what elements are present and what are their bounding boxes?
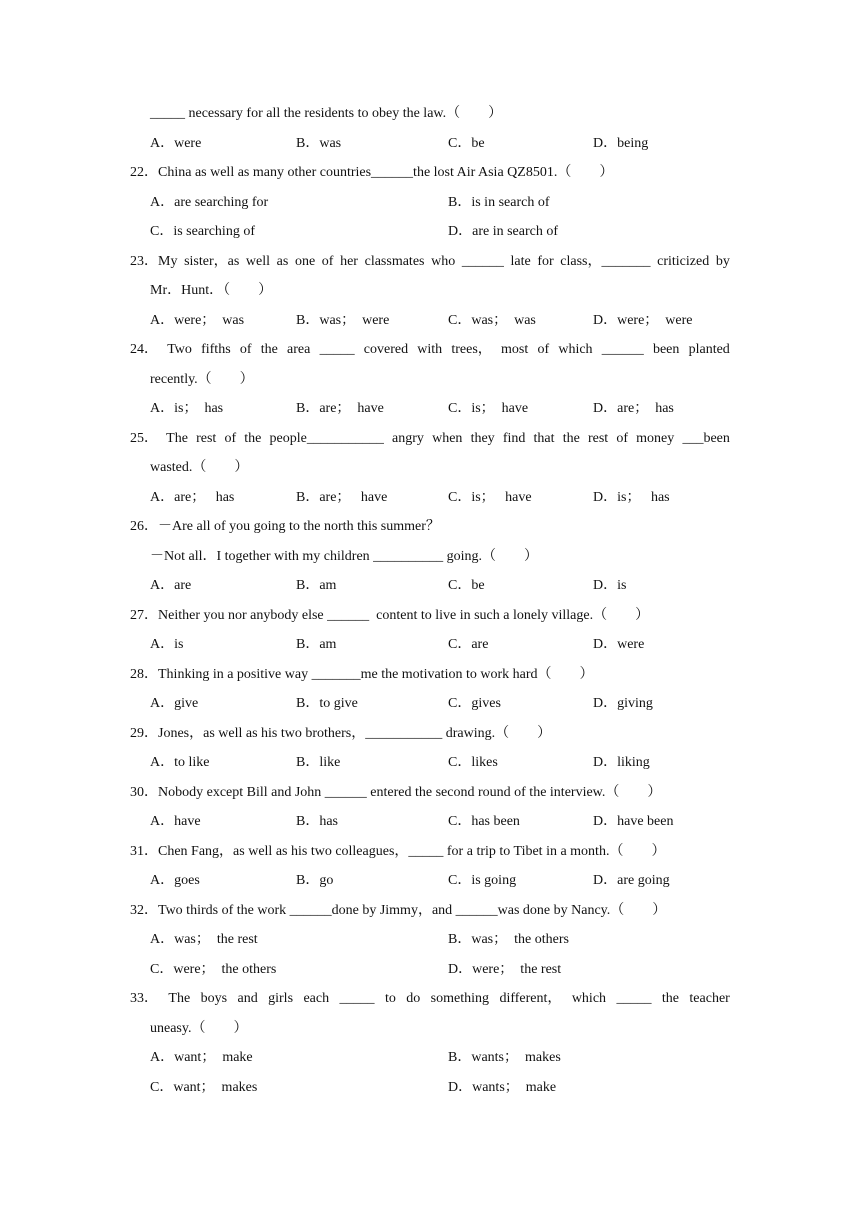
question-26-stem-cont: －Not all．I together with my children __________ going.（ ） bbox=[150, 549, 539, 564]
q23-option-a: A．were； was bbox=[150, 313, 245, 328]
q27-option-b: B．am bbox=[296, 637, 337, 652]
q27-option-d: D．were bbox=[593, 637, 645, 652]
question-24-stem bbox=[130, 341, 730, 359]
q28-option-b: B．to give bbox=[296, 696, 358, 711]
word: the bbox=[562, 431, 580, 446]
q27-option-c: C．are bbox=[448, 637, 489, 652]
q22-option-b: B．is in search of bbox=[448, 195, 550, 210]
word: find bbox=[502, 431, 526, 446]
word: who bbox=[431, 254, 456, 269]
q32-option-d: D．were； the rest bbox=[448, 962, 562, 977]
word: most bbox=[501, 342, 529, 357]
q25-option-a: A．are； has bbox=[150, 490, 235, 505]
word: her bbox=[340, 254, 358, 269]
word: for bbox=[537, 254, 554, 269]
word: criticized bbox=[657, 254, 710, 269]
word: by bbox=[715, 254, 730, 269]
word: well bbox=[245, 254, 271, 269]
q21-option-a: A．were bbox=[150, 136, 202, 151]
question-22-stem: 22．China as well as many other countries______the lost Air Asia QZ8501.（ ） bbox=[130, 165, 614, 180]
q24-option-c: C．is； have bbox=[448, 401, 529, 416]
word: do bbox=[406, 991, 421, 1006]
word: area bbox=[287, 342, 311, 357]
question-25-stem-cont: wasted.（ ） bbox=[150, 460, 249, 475]
answer-blank: people___________ bbox=[269, 431, 384, 446]
word: The bbox=[168, 991, 191, 1006]
answer-blank: _____ bbox=[339, 991, 375, 1006]
question-25-stem bbox=[130, 430, 730, 448]
q31-option-c: C．is going bbox=[448, 873, 517, 888]
q21-option-b: B．was bbox=[296, 136, 342, 151]
q26-option-b: B．am bbox=[296, 578, 337, 593]
question-23-stem-cont: Mr．Hunt．（ ） bbox=[150, 283, 273, 298]
answer-blank: _____ bbox=[319, 342, 355, 357]
word: fifths bbox=[201, 342, 231, 357]
word: the bbox=[661, 991, 679, 1006]
word: sister，as bbox=[184, 254, 240, 269]
question-30-stem: 30．Nobody except Bill and John ______ entered the second round of the interview.（ ） bbox=[130, 785, 662, 800]
q26-option-d: D．is bbox=[593, 578, 627, 593]
q33-option-c: C．want； makes bbox=[150, 1080, 258, 1095]
q25-option-c: C．is； have bbox=[448, 490, 532, 505]
q25-option-d: D．is； has bbox=[593, 490, 670, 505]
word: with bbox=[417, 342, 443, 357]
word: of bbox=[321, 254, 334, 269]
question-33-stem-cont: uneasy.（ ） bbox=[150, 1021, 248, 1036]
q29-option-d: D．liking bbox=[593, 755, 650, 770]
word: each bbox=[303, 991, 330, 1006]
q30-option-a: A．have bbox=[150, 814, 201, 829]
word: when bbox=[432, 431, 463, 446]
q22-option-c: C．is searching of bbox=[150, 224, 255, 239]
word: the bbox=[244, 431, 262, 446]
q25-option-b: B．are； have bbox=[296, 490, 388, 505]
q23-option-d: D．were； were bbox=[593, 313, 693, 328]
q24-option-b: B．are； have bbox=[296, 401, 384, 416]
q29-option-a: A．to like bbox=[150, 755, 210, 770]
question-23-stem bbox=[130, 253, 730, 271]
q29-option-c: C．likes bbox=[448, 755, 498, 770]
word: covered bbox=[363, 342, 409, 357]
word: one bbox=[294, 254, 316, 269]
q28-option-c: C．gives bbox=[448, 696, 501, 711]
word: 25． bbox=[130, 431, 158, 446]
word: something bbox=[430, 991, 490, 1006]
q26-option-c: C．be bbox=[448, 578, 485, 593]
word: trees， bbox=[451, 342, 492, 357]
q28-option-d: D．giving bbox=[593, 696, 653, 711]
q21-option-c: C．be bbox=[448, 136, 485, 151]
word: 33． bbox=[130, 991, 158, 1006]
word: 23．My bbox=[130, 254, 178, 269]
q32-option-b: B．was； the others bbox=[448, 932, 569, 947]
word: The bbox=[166, 431, 188, 446]
question-24-stem-cont: recently.（ ） bbox=[150, 372, 254, 387]
q33-option-a: A．want； make bbox=[150, 1050, 253, 1065]
q30-option-b: B．has bbox=[296, 814, 338, 829]
word: the bbox=[260, 342, 278, 357]
q31-option-b: B．go bbox=[296, 873, 334, 888]
answer-blank: ______ bbox=[461, 254, 504, 269]
q22-option-a: A．are searching for bbox=[150, 195, 269, 210]
answer-blank: ___been bbox=[682, 431, 730, 446]
word: that bbox=[533, 431, 555, 446]
question-29-stem: 29．Jones，as well as his two brothers，___________ drawing.（ ） bbox=[130, 726, 552, 741]
word: of bbox=[224, 431, 237, 446]
q24-option-d: D．are； has bbox=[593, 401, 674, 416]
question-26-stem: 26．－Are all of you going to the north this summer？ bbox=[130, 519, 440, 534]
word: been bbox=[652, 342, 680, 357]
word: to bbox=[384, 991, 396, 1006]
q33-option-d: D．wants； make bbox=[448, 1080, 557, 1095]
word: 24． bbox=[130, 342, 158, 357]
q27-option-a: A．is bbox=[150, 637, 184, 652]
question-32-stem: 32．Two thirds of the work ______done by Jimmy，and ______was done by Nancy.（ ） bbox=[130, 903, 667, 918]
q22-option-d: D．are in search of bbox=[448, 224, 559, 239]
q33-option-b: B．wants； makes bbox=[448, 1050, 561, 1065]
word: different， bbox=[499, 991, 562, 1006]
q32-option-a: A．was； the rest bbox=[150, 932, 258, 947]
word: of bbox=[616, 431, 629, 446]
word: girls bbox=[268, 991, 294, 1006]
question-28-stem: 28．Thinking in a positive way _______me the motivation to work hard（ ） bbox=[130, 667, 594, 682]
question-27-stem: 27．Neither you nor anybody else ______ content to live in such a lonely village.（ ） bbox=[130, 608, 650, 623]
q30-option-d: D．have been bbox=[593, 814, 674, 829]
q32-option-c: C．were； the others bbox=[150, 962, 277, 977]
q26-option-a: A．are bbox=[150, 578, 192, 593]
q23-option-c: C．was； was bbox=[448, 313, 536, 328]
word: as bbox=[276, 254, 289, 269]
word: rest bbox=[196, 431, 217, 446]
word: of bbox=[239, 342, 252, 357]
q24-option-a: A．is； has bbox=[150, 401, 224, 416]
question-21-stem: _____ necessary for all the residents to obey the law.（ ） bbox=[150, 106, 503, 121]
question-33-stem bbox=[130, 990, 730, 1008]
q23-option-b: B．was； were bbox=[296, 313, 390, 328]
word: they bbox=[470, 431, 495, 446]
q30-option-c: C．has been bbox=[448, 814, 520, 829]
answer-blank: _____ bbox=[616, 991, 652, 1006]
question-31-stem: 31．Chen Fang，as well as his two colleagues，_____ for a trip to Tibet in a month.（ ） bbox=[130, 844, 666, 859]
word: rest bbox=[587, 431, 609, 446]
word: boys bbox=[200, 991, 228, 1006]
q31-option-d: D．are going bbox=[593, 873, 670, 888]
word: Two bbox=[167, 342, 192, 357]
q29-option-b: B．like bbox=[296, 755, 341, 770]
word: which bbox=[571, 991, 607, 1006]
word: angry bbox=[392, 431, 424, 446]
q31-option-a: A．goes bbox=[150, 873, 200, 888]
word: money bbox=[636, 431, 675, 446]
word: and bbox=[237, 991, 258, 1006]
word: teacher bbox=[689, 991, 730, 1006]
word: which bbox=[558, 342, 593, 357]
word: of bbox=[537, 342, 550, 357]
q21-option-d: D．being bbox=[593, 136, 649, 151]
word: classmates bbox=[364, 254, 425, 269]
word: late bbox=[510, 254, 531, 269]
answer-blank: class，_______ bbox=[560, 254, 651, 269]
q28-option-a: A．give bbox=[150, 696, 199, 711]
word: planted bbox=[688, 342, 730, 357]
answer-blank: ______ bbox=[601, 342, 644, 357]
